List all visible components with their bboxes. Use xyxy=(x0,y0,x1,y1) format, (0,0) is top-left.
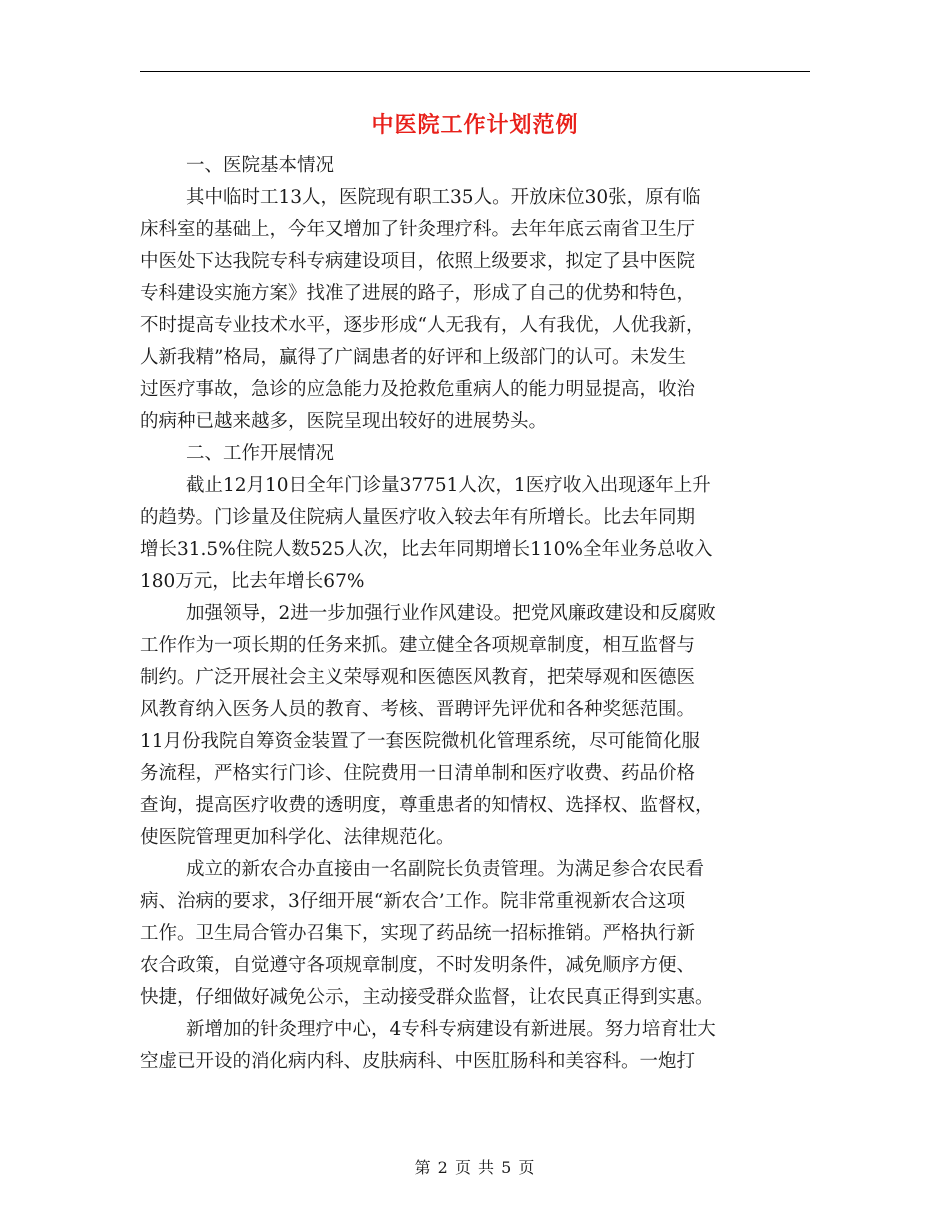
text-line: 工作作为一项长期的任务来抓。建立健全各项规章制度，相互监督与 xyxy=(140,635,696,656)
text-line: 加强领导，2进一步加强行业作风建设。把党风廉政建设和反腐败 xyxy=(186,603,716,624)
text-line: 农合政策，自觉遵守各项规章制度，不时发明条件，减免顺序方便、 xyxy=(140,955,696,976)
document-body xyxy=(140,150,812,1078)
text-line: 查询，提高医疗收费的透明度，尊重患者的知情权、选择权、监督权， xyxy=(140,795,714,816)
text-line: 风教育纳入医务人员的教育、考核、晋聘评先评优和各种奖惩范围。 xyxy=(140,699,696,720)
text-line: 专科建设实施方案》找准了进展的路子，形成了自己的优势和特色， xyxy=(140,283,696,304)
text-line: 病、治病的要求，3仔细开展“新农合’工作。院非常重视新农合这项 xyxy=(140,891,686,912)
document-title: 中医院工作计划范例 xyxy=(371,112,579,138)
text-line: 过医疗事故，急诊的应急能力及抢救危重病人的能力明显提高，收治 xyxy=(140,379,696,400)
header-rule xyxy=(140,71,810,72)
text-line: 中医处下达我院专科专病建设项目，依照上级要求，拟定了县中医院 xyxy=(140,251,696,272)
text-line: 二、工作开展情况 xyxy=(186,443,335,464)
text-line: 截止12月10日全年门诊量37751人次，1医疗收入出现逐年上升 xyxy=(186,475,711,496)
text-line: 制约。广泛开展社会主义荣辱观和医德医风教育，把荣辱观和医德医 xyxy=(140,667,696,688)
text-line: 一、医院基本情况 xyxy=(186,155,335,176)
text-line: 180万元，比去年增长67% xyxy=(140,571,365,592)
text-line: 其中临时工13人，医院现有职工35人。开放床位30张，原有临 xyxy=(186,187,701,208)
text-line: 床科室的基础上，今年又增加了针灸理疗科。去年年底云南省卫生厅 xyxy=(140,219,696,240)
text-line: 空虚已开设的消化病内科、皮肤病科、中医肛肠科和美容科。一炮打 xyxy=(140,1051,696,1072)
text-line: 工作。卫生局合管办召集下，实现了药品统一招标推销。严格执行新 xyxy=(140,923,696,944)
text-line: 的趋势。门诊量及住院病人量医疗收入较去年有所增长。比去年同期 xyxy=(140,507,696,528)
text-line: 人新我精”格局，赢得了广阔患者的好评和上级部门的认可。未发生 xyxy=(140,347,686,368)
page-footer: 第 2 页 共 5 页 xyxy=(414,1158,536,1177)
text-line: 成立的新农合办直接由一名副院长负责管理。为满足参合农民看 xyxy=(186,859,705,880)
text-line: 务流程，严格实行门诊、住院费用一日清单制和医疗收费、药品价格 xyxy=(140,763,696,784)
text-line: 不时提高专业技术水平，逐步形成“人无我有，人有我优，人优我新， xyxy=(140,315,705,336)
text-line: 的病种已越来越多，医院呈现出较好的进展势头。 xyxy=(140,411,548,432)
text-line: 增长31.5%住院人数525人次，比去年同期增长110%全年业务总收入 xyxy=(140,539,713,560)
text-line: 快捷，仔细做好减免公示，主动接受群众监督，让农民真正得到实惠。 xyxy=(140,987,714,1008)
text-line: 11月份我院自筹资金装置了一套医院微机化管理系统，尽可能简化服 xyxy=(140,731,701,752)
text-line: 新增加的针灸理疗中心，4专科专病建设有新进展。努力培育壮大 xyxy=(186,1019,716,1040)
text-line: 使医院管理更加科学化、法律规范化。 xyxy=(140,827,455,848)
